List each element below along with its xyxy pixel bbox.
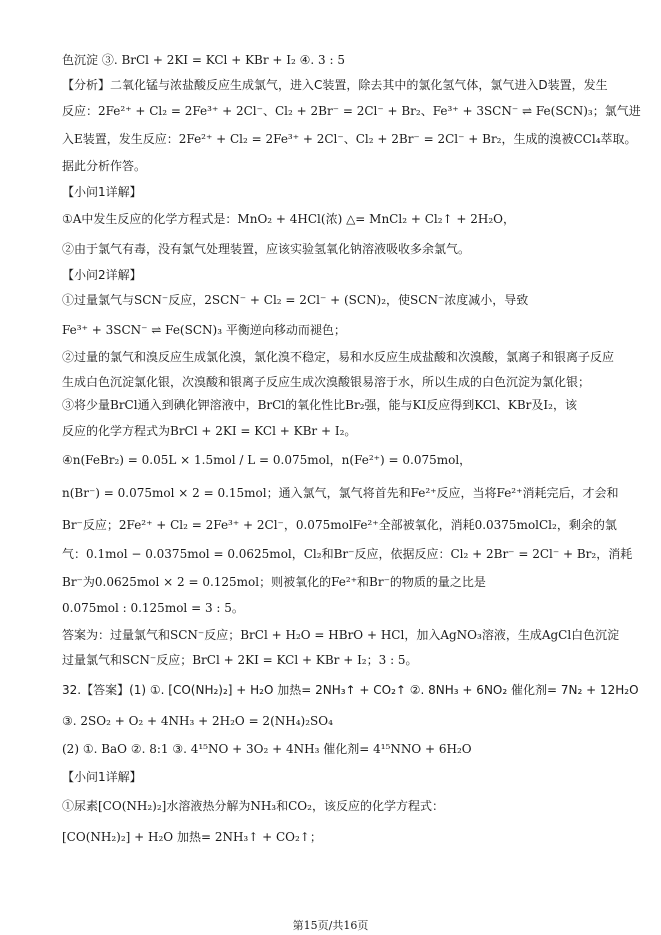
- text-line: 0.075mol : 0.125mol = 3 : 5。: [62, 601, 244, 615]
- text-line: ①A中发生反应的化学方程式是：MnO₂ + 4HCl(浓) △= MnCl₂ + Cl₂↑ + 2H₂O，: [62, 212, 516, 226]
- text-line: 生成白色沉淀氯化银，次溴酸和银离子反应生成次溴酸银易溶于水，所以生成的白色沉淀为氯化银；: [62, 375, 591, 389]
- text-line: ③. 2SO₂ + O₂ + 4NH₃ + 2H₂O = 2(NH₄)₂SO₄: [62, 714, 333, 728]
- answer-heading: 32.【答案】(1) ①. [CO(NH₂)₂] + H₂O 加热= 2NH₃↑ + CO₂↑ ②. 8NH₃ + 6NO₂ 催化剂= 7N₂ + 12H₂O: [62, 683, 639, 697]
- text-line: ②由于氯气有毒，没有氯气处理装置，应该实验氢氧化钠溶液吸收多余氯气。: [62, 242, 471, 256]
- text-line: Br⁻反应；2Fe²⁺ + Cl₂ = 2Fe³⁺ + 2Cl⁻，0.075molFe²⁺全部被氧化，消耗0.0375molCl₂，剩余的氯: [62, 518, 617, 532]
- section-heading: 【小问2详解】: [62, 268, 142, 282]
- text-line: Br⁻为0.0625mol × 2 = 0.125mol；则被氧化的Fe²⁺和Br⁻的物质的量之比是: [62, 575, 486, 589]
- text-line: 色沉淀 ③. BrCl + 2KI = KCl + KBr + I₂ ④. 3 : 5: [62, 53, 345, 67]
- text-line: ①过量氯气与SCN⁻反应，2SCN⁻ + Cl₂ = 2Cl⁻ + (SCN)₂，使SCN⁻浓度减小，导致: [62, 293, 529, 307]
- text-line: ③将少量BrCl通入到碘化钾溶液中，BrCl的氧化性比Br₂强，能与KI反应得到KCl、KBr及I₂，该: [62, 398, 577, 412]
- text-line: 气：0.1mol − 0.0375mol = 0.0625mol，Cl₂和Br⁻反应，依据反应：Cl₂ + 2Br⁻ = 2Cl⁻ + Br₂，消耗: [62, 547, 633, 561]
- text-line: (2) ①. BaO ②. 8:1 ③. 4¹⁵NO + 3O₂ + 4NH₃ 催化剂= 4¹⁵NNO + 6H₂O: [62, 742, 472, 756]
- answer-line: 答案为：过量氯气和SCN⁻反应；BrCl + H₂O = HBrO + HCl，加入AgNO₃溶液，生成AgCl白色沉淀: [62, 628, 620, 642]
- text-line: ②过量的氯气和溴反应生成氯化溴，氯化溴不稳定，易和水反应生成盐酸和次溴酸，氯离子和银离子反应: [62, 350, 615, 364]
- answer-line: 过量氯气和SCN⁻反应；BrCl + 2KI = KCl + KBr + I₂；3 : 5。: [62, 653, 418, 667]
- text-line: 反应的化学方程式为BrCl + 2KI = KCl + KBr + I₂。: [62, 424, 357, 438]
- text-line: ①尿素[CO(NH₂)₂]水溶液热分解为NH₃和CO₂，该反应的化学方程式：: [62, 799, 444, 813]
- text-line: 入E装置，发生反应：2Fe²⁺ + Cl₂ = 2Fe³⁺ + 2Cl⁻、Cl₂ + 2Br⁻ = 2Cl⁻ + Br₂，生成的溴被CCl₄萃取。: [62, 132, 637, 146]
- section-heading: 【小问1详解】: [62, 185, 142, 199]
- page-footer: 第15页/共16页: [292, 919, 369, 932]
- section-heading: 【小问1详解】: [62, 770, 142, 784]
- text-line: Fe³⁺ + 3SCN⁻ ⇌ Fe(SCN)₃ 平衡逆向移动而褪色；: [62, 323, 346, 337]
- analysis-heading: 【分析】二氧化锰与浓盐酸反应生成氯气，进入C装置，除去其中的氯化氢气体，氯气进入D装置，发生: [62, 78, 608, 92]
- text-line: n(Br⁻) = 0.075mol × 2 = 0.15mol；通入氯气，氯气将首先和Fe²⁺反应，当将Fe²⁺消耗完后，才会和: [62, 486, 619, 500]
- text-line: 据此分析作答。: [62, 159, 147, 173]
- text-line: [CO(NH₂)₂] + H₂O 加热= 2NH₃↑ + CO₂↑；: [62, 830, 322, 844]
- text-line: 反应：2Fe²⁺ + Cl₂ = 2Fe³⁺ + 2Cl⁻、Cl₂ + 2Br⁻ = 2Cl⁻ + Br₂、Fe³⁺ + 3SCN⁻ ⇌ Fe(SCN)₃；氯气进: [62, 104, 641, 118]
- text-line: ④n(FeBr₂) = 0.05L × 1.5mol / L = 0.075mol，n(Fe²⁺) = 0.075mol，: [62, 453, 472, 467]
